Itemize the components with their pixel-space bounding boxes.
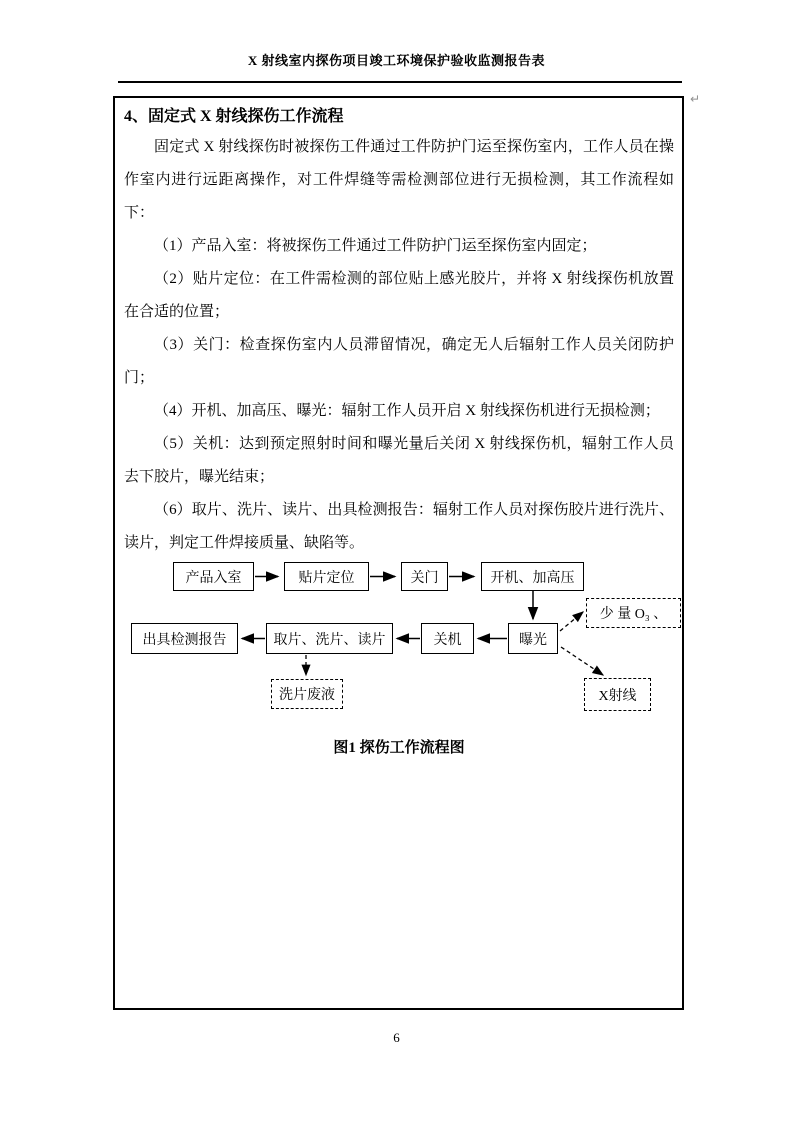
flow-node-product-in xyxy=(173,562,254,591)
flow-node-close-door-label: 关门 xyxy=(410,570,439,586)
flow-node-exposure-label: 曝光 xyxy=(519,632,547,648)
flow-node-ozone-label: 少 量 O₃ 、 xyxy=(599,607,668,622)
step-paragraph-2: （2）贴片定位：在工件需检测的部位贴上感光胶片，并将 X 射线探伤机放置在合适的位置； xyxy=(124,271,674,320)
flow-node-product-in-label: 产品入室 xyxy=(185,570,242,586)
flow-node-film-position-label: 贴片定位 xyxy=(298,570,355,586)
dashed-arrow-exposure-to-xray xyxy=(561,647,603,675)
flow-node-power-off xyxy=(421,623,474,654)
flow-node-report-label: 出具检测报告 xyxy=(142,632,227,648)
step-paragraph-4: （4）开机、加高压、曝光：辐射工作人员开启 X 射线探伤机进行无损检测； xyxy=(154,403,660,419)
flow-node-xray-label: X射线 xyxy=(598,688,637,704)
step-paragraph-3: （3）关门：检查探伤室内人员滞留情况，确定无人后辐射工作人员关闭防护门； xyxy=(124,337,674,386)
flow-node-power-off-label: 关机 xyxy=(433,632,462,648)
step-paragraph-1: （1）产品入室：将被探伤工件通过工件防护门运至探伤室内固定； xyxy=(154,238,597,254)
flow-node-report xyxy=(131,623,238,654)
flow-node-take-film xyxy=(266,623,393,654)
page-number: 6 xyxy=(393,1030,400,1045)
flow-node-take-film-label: 取片、洗片、读片 xyxy=(273,632,386,648)
flow-node-power-on xyxy=(481,562,584,591)
flow-node-waste-liquid-label: 洗片废液 xyxy=(279,688,335,703)
document-header-title: X 射线室内探伤项目竣工环境保护验收监测报告表 xyxy=(247,53,546,68)
step-paragraph-6: （6）取片、洗片、读片、出具检测报告：辐射工作人员对探伤胶片进行洗片、读片，判定工件焊接质量、缺陷等。 xyxy=(124,502,674,551)
content-box xyxy=(113,96,684,1010)
dashed-arrow-exposure-to-ozone xyxy=(560,612,583,631)
paragraph-return-mark: ↵ xyxy=(690,92,701,106)
flow-node-film-position xyxy=(284,562,369,591)
intro-paragraph: 固定式 X 射线探伤时被探伤工件通过工件防护门运至探伤室内，工作人员在操作室内进行远距离操作，对工件焊缝等需检测部位进行无损检测，其工作流程如下： xyxy=(124,139,674,221)
section-heading: 4、固定式 X 射线探伤工作流程 xyxy=(124,108,344,125)
flowchart xyxy=(124,562,677,718)
flow-node-ozone-output xyxy=(586,598,681,628)
flow-node-close-door xyxy=(401,562,448,591)
header-rule xyxy=(118,81,682,83)
flow-node-waste-liquid xyxy=(271,679,343,709)
flow-node-power-on-label: 开机、加高压 xyxy=(490,570,575,586)
step-paragraph-5: （5）关机：达到预定照射时间和曝光量后关闭 X 射线探伤机，辐射工作人员去下胶片，曝光结束； xyxy=(124,436,674,485)
flow-node-xray-output xyxy=(584,678,651,711)
flow-node-exposure xyxy=(508,623,558,654)
figure-caption: 图1 探伤工作流程图 xyxy=(333,740,465,756)
